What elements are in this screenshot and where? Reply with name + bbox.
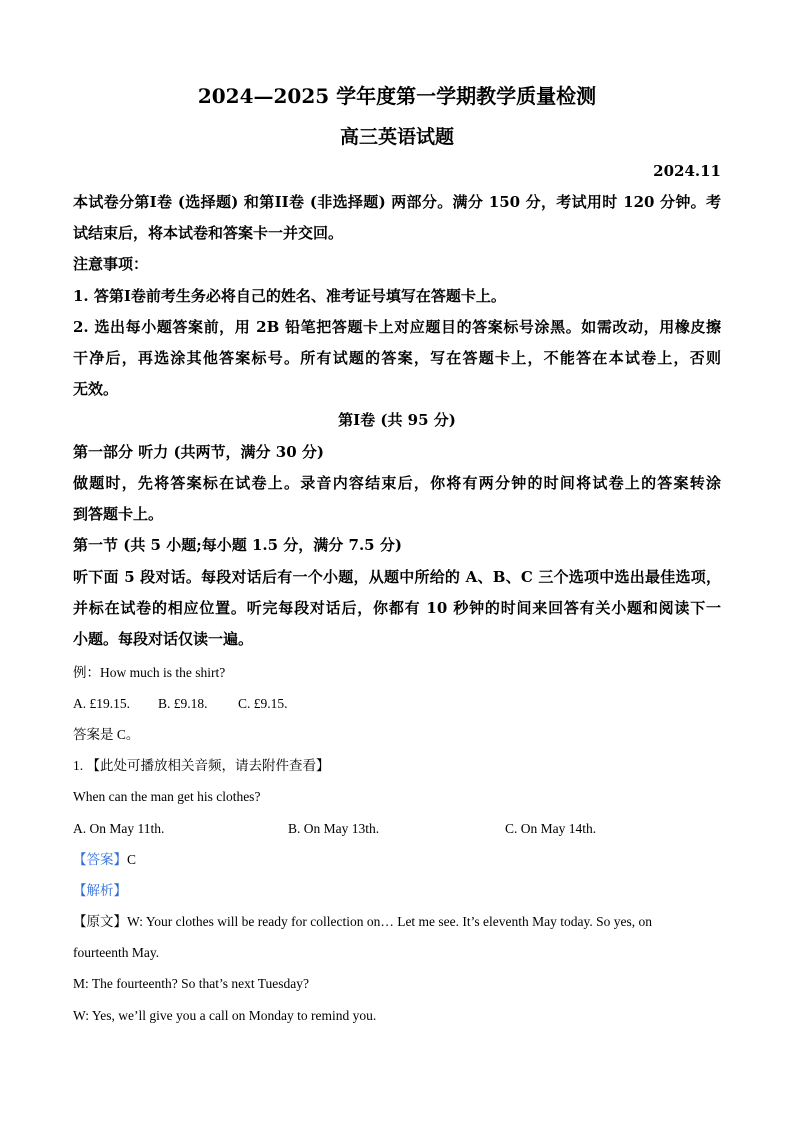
notice-item-2-line-1: 2. 选出每小题答案前，用 2B 铅笔把答题卡上对应题目的答案标号涂黑。如需改动，用橡皮擦 xyxy=(73,318,721,336)
example-option-b: B. £9.18. xyxy=(158,696,208,711)
section-1-heading: 第一节 (共 5 小题;每小题 1.5 分，满分 7.5 分) xyxy=(73,536,402,554)
audio-note: 【此处可播放相关音频，请去附件查看】 xyxy=(86,758,330,773)
transcript-line-1 xyxy=(73,915,652,929)
question-1-header xyxy=(73,759,330,773)
part-1-heading: 第一部分 听力 (共两节，满分 30 分) xyxy=(73,443,324,461)
section-1-desc-line-2: 并标在试卷的相应位置。听完每段对话后，你都有 10 秒钟的时间来回答有关小题和阅读下一 xyxy=(73,599,721,617)
question-1-option-b: B. On May 13th. xyxy=(288,821,380,836)
example-option-c: C. £9.15. xyxy=(238,696,288,711)
volume-1-heading: 第I卷 (共 95 分) xyxy=(338,411,456,429)
transcript-line-2: fourteenth May. xyxy=(73,945,160,960)
part-1-desc-line-1: 做题时，先将答案标在试卷上。录音内容结束后，你将有两分钟的时间将试卷上的答案转涂 xyxy=(73,474,721,492)
answer-row xyxy=(73,853,136,867)
example-question: 例：How much is the shirt? xyxy=(73,665,226,680)
example-answer: 答案是 C。 xyxy=(73,727,140,742)
intro-line-2: 试结束后，将本试卷和答案卡一并交回。 xyxy=(73,224,344,242)
question-1-option-c: C. On May 14th. xyxy=(505,821,597,836)
transcript-tag: 【原文】 xyxy=(73,914,127,929)
notice-heading: 注意事项： xyxy=(73,255,149,273)
page-subtitle: 高三英语试题 xyxy=(339,126,454,148)
notice-item-2-line-3: 无效。 xyxy=(73,380,119,398)
section-1-desc-line-1: 听下面 5 段对话。每段对话后有一个小题，从题中所给的 A、B、C 三个选项中选出最佳选项， xyxy=(73,568,721,586)
exam-date: 2024.11 xyxy=(653,162,721,180)
notice-item-2-line-2: 干净后，再选涂其他答案标号。所有试题的答案，写在答题卡上，不能答在本试卷上，否则 xyxy=(73,349,721,367)
question-1-text: When can the man get his clothes? xyxy=(73,789,261,804)
answer-tag: 【答案】 xyxy=(73,852,127,867)
transcript-line-3: M: The fourteenth? So that’s next Tuesday? xyxy=(73,976,309,991)
page-title: 2024—2025 学年度第一学期教学质量检测 xyxy=(197,84,597,108)
question-1-number: 1. xyxy=(73,758,87,773)
transcript-line-4: W: Yes, we’ll give you a call on Monday to remind you. xyxy=(73,1008,377,1023)
analysis-tag: 【解析】 xyxy=(73,883,127,898)
answer-value: C xyxy=(127,852,137,867)
example-option-a: A. £19.15. xyxy=(73,696,130,711)
section-1-desc-line-3: 小题。每段对话仅读一遍。 xyxy=(73,630,254,648)
notice-item-1: 1. 答第I卷前考生务必将自己的姓名、准考证号填写在答题卡上。 xyxy=(73,287,506,305)
transcript-text-1: W: Your clothes will be ready for collection on… Let me see. It’s eleventh May today. So yes, on xyxy=(127,914,653,929)
part-1-desc-line-2: 到答题卡上。 xyxy=(73,505,164,523)
intro-line-1: 本试卷分第I卷 (选择题) 和第II卷 (非选择题) 两部分。满分 150 分，考试用时 120 分钟。考 xyxy=(73,193,721,211)
question-1-option-a: A. On May 11th. xyxy=(73,821,165,836)
